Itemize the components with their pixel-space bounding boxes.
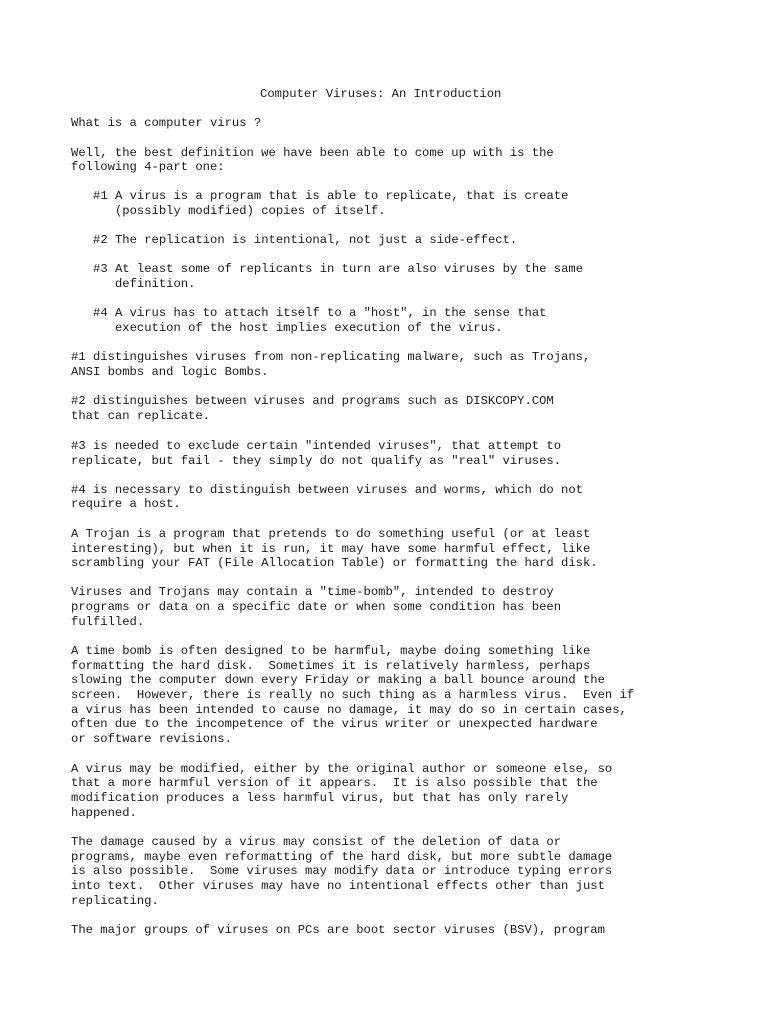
paragraph-7-line-6: often due to the incompetence of the virus writer or unexpected hardware bbox=[71, 717, 598, 731]
paragraph-5-line-1: A Trojan is a program that pretends to do something useful (or at least bbox=[71, 527, 591, 541]
paragraph-8-line-3: modification produces a less harmful virus, but that has only rarely bbox=[71, 791, 569, 805]
definition-item-3-line-2: definition. bbox=[93, 277, 196, 291]
paragraph-6-line-1: Viruses and Trojans may contain a "time-bomb", intended to destroy bbox=[71, 585, 554, 599]
paragraph-7-line-5: a virus has been intended to cause no damage, it may do so in certain cases, bbox=[71, 703, 627, 717]
paragraph-2-line-2: that can replicate. bbox=[71, 409, 210, 423]
paragraph-1-line-2: ANSI bombs and logic Bombs. bbox=[71, 365, 269, 379]
definition-item-4-line-1: #4 A virus has to attach itself to a "host", in the sense that bbox=[93, 306, 547, 320]
paragraph-8-line-2: that a more harmful version of it appears. It is also possible that the bbox=[71, 776, 598, 790]
paragraph-8-line-4: happened. bbox=[71, 806, 137, 820]
paragraph-9-line-1: The damage caused by a virus may consist of the deletion of data or bbox=[71, 835, 562, 849]
paragraph-6-line-2: programs or data on a specific date or when some condition has been bbox=[71, 600, 562, 614]
paragraph-5-line-2: interesting), but when it is run, it may have some harmful effect, like bbox=[71, 542, 591, 556]
document-title: Computer Viruses: An Introduction bbox=[260, 87, 502, 101]
definition-item-3-line-1: #3 At least some of replicants in turn are also viruses by the same bbox=[93, 262, 584, 276]
paragraph-4-line-1: #4 is necessary to distinguish between viruses and worms, which do not bbox=[71, 483, 583, 497]
paragraph-7-line-1: A time bomb is often designed to be harmful, maybe doing something like bbox=[71, 644, 591, 658]
paragraph-9-line-2: programs, maybe even reformatting of the hard disk, but more subtle damage bbox=[71, 850, 613, 864]
paragraph-7-line-4: screen. However, there is really no such thing as a harmless virus. Even if bbox=[71, 688, 635, 702]
intro-line-2: following 4-part one: bbox=[71, 160, 225, 174]
paragraph-8-line-1: A virus may be modified, either by the original author or someone else, so bbox=[71, 762, 613, 776]
definition-item-1-line-2: (possibly modified) copies of itself. bbox=[93, 204, 386, 218]
paragraph-7-line-2: formatting the hard disk. Sometimes it is relatively harmless, perhaps bbox=[71, 659, 591, 673]
paragraph-2-line-1: #2 distinguishes between viruses and programs such as DISKCOPY.COM bbox=[71, 394, 554, 408]
paragraph-7-line-3: slowing the computer down every Friday or making a ball bounce around the bbox=[71, 673, 605, 687]
paragraph-3-line-2: replicate, but fail - they simply do not qualify as "real" viruses. bbox=[71, 454, 562, 468]
paragraph-7-line-7: or software revisions. bbox=[71, 732, 232, 746]
definition-item-2-line-1: #2 The replication is intentional, not just a side-effect. bbox=[93, 233, 518, 247]
paragraph-5-line-3: scrambling your FAT (File Allocation Table) or formatting the hard disk. bbox=[71, 556, 598, 570]
paragraph-3-line-1: #3 is needed to exclude certain "intended viruses", that attempt to bbox=[71, 439, 562, 453]
definition-item-1-line-1: #1 A virus is a program that is able to replicate, that is create bbox=[93, 189, 569, 203]
paragraph-1-line-1: #1 distinguishes viruses from non-replicating malware, such as Trojans, bbox=[71, 350, 591, 364]
intro-line-1: Well, the best definition we have been able to come up with is the bbox=[71, 146, 554, 160]
paragraph-9-line-4: into text. Other viruses may have no intentional effects other than just bbox=[71, 879, 605, 893]
paragraph-9-line-5: replicating. bbox=[71, 894, 159, 908]
question-heading: What is a computer virus ? bbox=[71, 116, 262, 130]
paragraph-6-line-3: fulfilled. bbox=[71, 615, 145, 629]
paragraph-4-line-2: require a host. bbox=[71, 497, 181, 511]
paragraph-10-line-1: The major groups of viruses on PCs are boot sector viruses (BSV), program bbox=[71, 923, 605, 937]
definition-item-4-line-2: execution of the host implies execution of the virus. bbox=[93, 321, 503, 335]
paragraph-9-line-3: is also possible. Some viruses may modify data or introduce typing errors bbox=[71, 864, 613, 878]
